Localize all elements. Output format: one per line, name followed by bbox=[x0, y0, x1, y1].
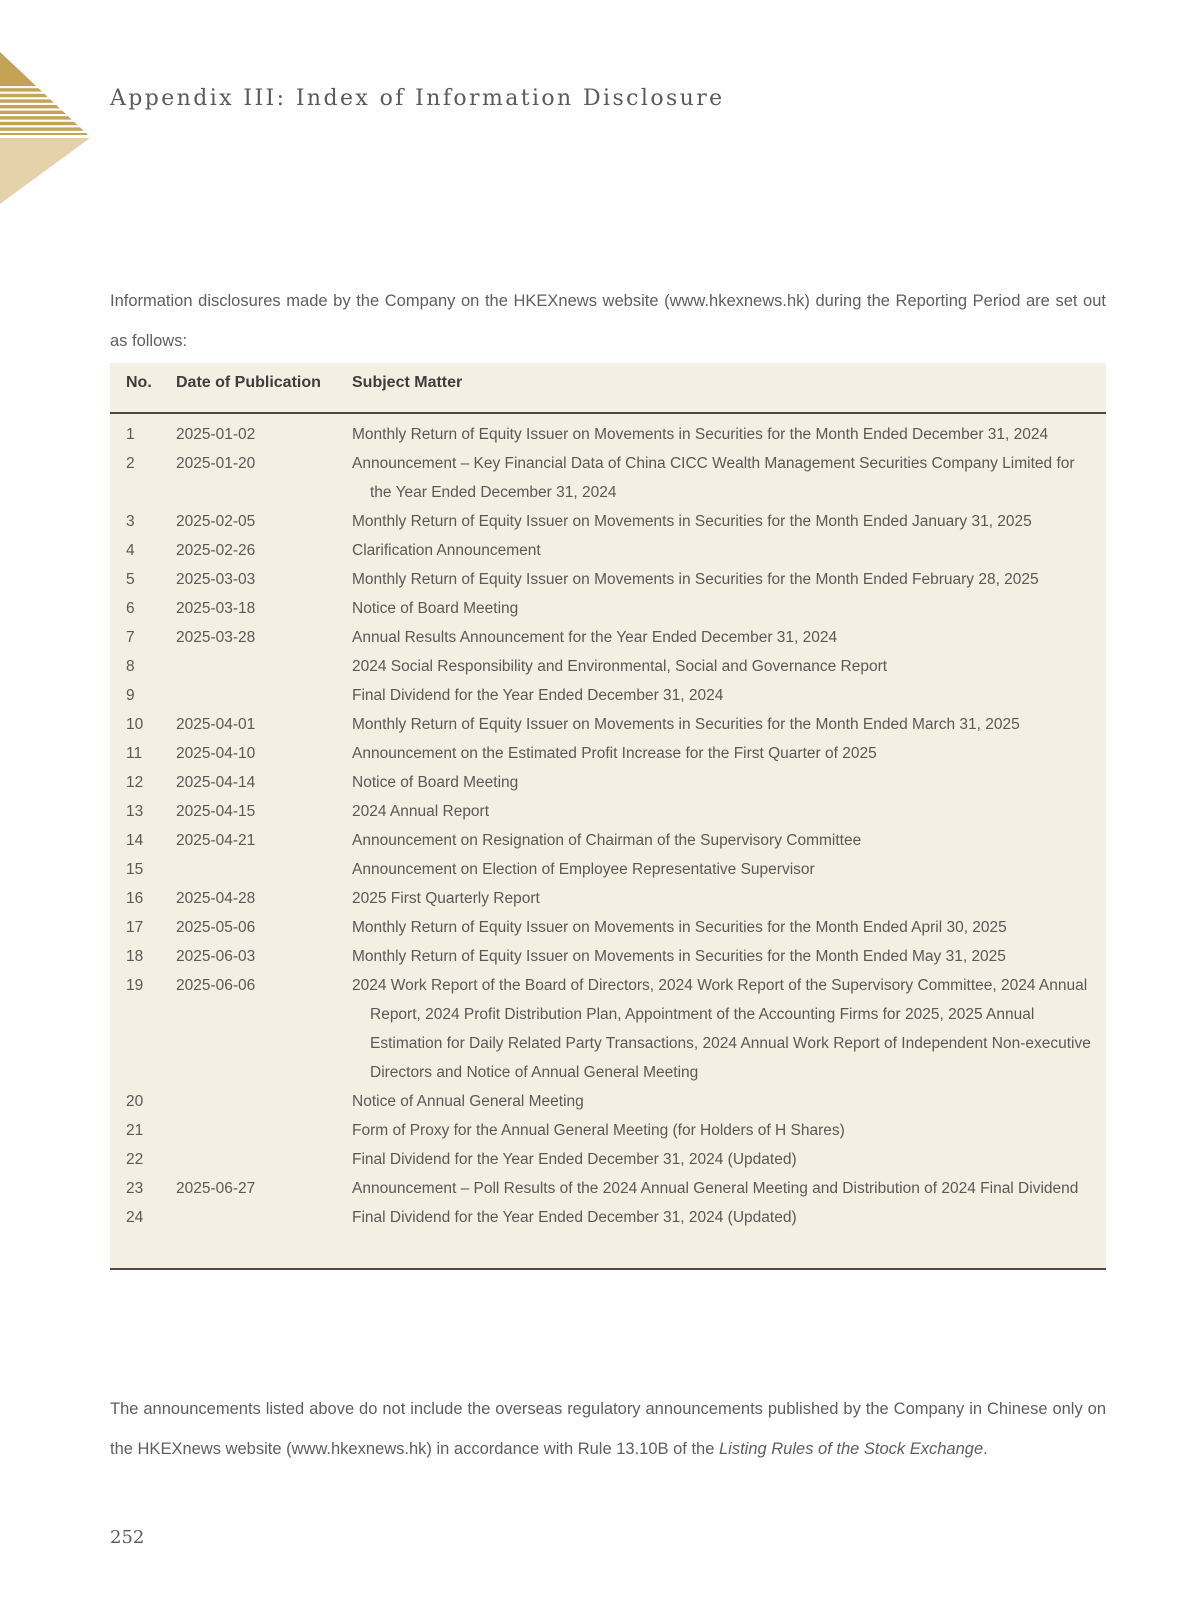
row-date: 2025-02-26 bbox=[176, 542, 256, 559]
table-row bbox=[126, 652, 1096, 681]
row-subject: Notice of Board Meeting bbox=[352, 600, 519, 617]
row-no: 2 bbox=[126, 455, 135, 472]
row-no: 16 bbox=[126, 890, 144, 907]
table-row bbox=[126, 768, 1096, 797]
table-row bbox=[126, 942, 1096, 971]
row-no: 13 bbox=[126, 803, 144, 820]
row-subject: Monthly Return of Equity Issuer on Movements in Securities for the Month Ended May 31, 2025 bbox=[352, 948, 1006, 965]
table-header-row bbox=[110, 363, 1106, 414]
footnote-italic-title: Listing Rules of the Stock Exchange bbox=[718, 1439, 984, 1458]
row-subject: Form of Proxy for the Annual General Meeting (for Holders of H Shares) bbox=[352, 1122, 845, 1139]
row-date: 2025-06-27 bbox=[176, 1180, 256, 1197]
intro-paragraph: Information disclosures made by the Company on the HKEXnews website (www.hkexnews.hk) during the Reporting Period are set out as follows: bbox=[110, 291, 1106, 350]
table-row bbox=[126, 826, 1096, 855]
row-date bbox=[176, 1203, 352, 1232]
table-row bbox=[126, 710, 1096, 739]
row-date: 2025-04-01 bbox=[176, 716, 256, 733]
row-subject: Final Dividend for the Year Ended December 31, 2024 (Updated) bbox=[352, 1151, 797, 1168]
row-subject: Announcement on Resignation of Chairman of the Supervisory Committee bbox=[352, 832, 862, 849]
row-no: 6 bbox=[126, 600, 135, 617]
row-subject: Notice of Board Meeting bbox=[352, 774, 519, 791]
row-no: 22 bbox=[126, 1151, 144, 1168]
table-row bbox=[126, 507, 1096, 536]
row-date bbox=[176, 1116, 352, 1145]
footnote-period: . bbox=[983, 1439, 988, 1458]
row-date: 2025-04-28 bbox=[176, 890, 256, 907]
row-no: 1 bbox=[126, 426, 135, 443]
row-no: 17 bbox=[126, 919, 144, 936]
footnote-text: The announcements listed above do not include the overseas regulatory announcements published by the Company in Chinese only on the HKEXnews website (www.hkexnews.hk) in accordance with Rule 13.10B of the bbox=[110, 1399, 1106, 1458]
row-no: 3 bbox=[126, 513, 135, 530]
row-date: 2025-04-15 bbox=[176, 803, 256, 820]
table-row bbox=[126, 913, 1096, 942]
table-body bbox=[110, 414, 1106, 1268]
table-row bbox=[126, 797, 1096, 826]
table-row bbox=[126, 449, 1096, 507]
table-row bbox=[126, 1174, 1096, 1203]
row-no: 11 bbox=[126, 745, 143, 762]
row-subject: Monthly Return of Equity Issuer on Movements in Securities for the Month Ended February 28, 2025 bbox=[352, 571, 1039, 588]
triangle-arrow-icon bbox=[0, 52, 96, 204]
row-subject: Monthly Return of Equity Issuer on Movements in Securities for the Month Ended April 30, 2025 bbox=[352, 919, 1007, 936]
table-row bbox=[126, 739, 1096, 768]
row-subject: Final Dividend for the Year Ended December 31, 2024 (Updated) bbox=[352, 1209, 797, 1226]
footnote-paragraph bbox=[110, 1389, 1106, 1469]
row-subject: Monthly Return of Equity Issuer on Movements in Securities for the Month Ended March 31, 2025 bbox=[352, 716, 1020, 733]
row-no: 15 bbox=[126, 861, 144, 878]
table-row bbox=[126, 1145, 1096, 1174]
table-row bbox=[126, 681, 1096, 710]
row-no: 4 bbox=[126, 542, 135, 559]
row-subject: Announcement – Key Financial Data of China CICC Wealth Management Securities Company Limited for the Year Ended December 31, 2024 bbox=[352, 455, 1075, 501]
row-no: 24 bbox=[126, 1209, 144, 1226]
table-row bbox=[126, 884, 1096, 913]
row-subject: Clarification Announcement bbox=[352, 542, 541, 559]
gold-triangle-decoration bbox=[0, 52, 96, 204]
table-row bbox=[126, 1203, 1096, 1232]
table-row bbox=[126, 623, 1096, 652]
row-subject: 2024 Work Report of the Board of Directors, 2024 Work Report of the Supervisory Committee, 2024 Annual Report, 2024 Profit Distribution Plan, Appointment of the Accounting Firms for 2025, 2025 Annual Estimation for Daily Related Party Transactions, 2024 Annual Work Report of Independent Non-executive Directors and Notice of Annual General Meeting bbox=[352, 977, 1091, 1081]
column-header-no: No. bbox=[126, 374, 152, 391]
row-date: 2025-06-06 bbox=[176, 977, 256, 994]
row-subject: Announcement – Poll Results of the 2024 Annual General Meeting and Distribution of 2024 Final Dividend bbox=[352, 1180, 1079, 1197]
table-row bbox=[126, 1087, 1096, 1116]
row-date: 2025-01-20 bbox=[176, 455, 256, 472]
row-date: 2025-04-14 bbox=[176, 774, 256, 791]
row-subject: 2025 First Quarterly Report bbox=[352, 890, 540, 907]
table-row bbox=[126, 420, 1096, 449]
row-date: 2025-02-05 bbox=[176, 513, 256, 530]
row-date: 2025-06-03 bbox=[176, 948, 256, 965]
row-no: 21 bbox=[126, 1122, 144, 1139]
row-no: 8 bbox=[126, 658, 135, 675]
row-no: 20 bbox=[126, 1093, 144, 1110]
row-subject: Announcement on the Estimated Profit Increase for the First Quarter of 2025 bbox=[352, 745, 877, 762]
row-date: 2025-03-28 bbox=[176, 629, 256, 646]
page-number: 252 bbox=[110, 1527, 145, 1548]
row-date: 2025-03-03 bbox=[176, 571, 256, 588]
table-row bbox=[126, 1116, 1096, 1145]
column-header-subject: Subject Matter bbox=[352, 374, 463, 391]
row-date bbox=[176, 652, 352, 681]
row-subject: Announcement on Election of Employee Representative Supervisor bbox=[352, 861, 815, 878]
row-no: 9 bbox=[126, 687, 135, 704]
table-row bbox=[126, 971, 1096, 1087]
table-row bbox=[126, 855, 1096, 884]
row-subject: Annual Results Announcement for the Year Ended December 31, 2024 bbox=[352, 629, 838, 646]
row-subject: 2024 Annual Report bbox=[352, 803, 490, 820]
row-subject: Monthly Return of Equity Issuer on Movements in Securities for the Month Ended January 31, 2025 bbox=[352, 513, 1032, 530]
row-no: 19 bbox=[126, 977, 144, 994]
row-date bbox=[176, 855, 352, 884]
row-date: 2025-04-10 bbox=[176, 745, 256, 762]
row-subject: Final Dividend for the Year Ended December 31, 2024 bbox=[352, 687, 724, 704]
row-no: 5 bbox=[126, 571, 135, 588]
row-subject: Notice of Annual General Meeting bbox=[352, 1093, 584, 1110]
table-row bbox=[126, 594, 1096, 623]
row-date: 2025-05-06 bbox=[176, 919, 256, 936]
row-no: 12 bbox=[126, 774, 144, 791]
row-date bbox=[176, 681, 352, 710]
page-title: Appendix III: Index of Information Disclosure bbox=[110, 86, 725, 111]
row-date: 2025-04-21 bbox=[176, 832, 256, 849]
row-no: 7 bbox=[126, 629, 135, 646]
row-no: 14 bbox=[126, 832, 144, 849]
row-date bbox=[176, 1087, 352, 1116]
row-no: 18 bbox=[126, 948, 144, 965]
disclosure-index-table bbox=[110, 363, 1106, 1270]
column-header-date: Date of Publication bbox=[176, 374, 321, 391]
row-subject: 2024 Social Responsibility and Environmental, Social and Governance Report bbox=[352, 658, 888, 675]
row-date: 2025-01-02 bbox=[176, 426, 256, 443]
row-date: 2025-03-18 bbox=[176, 600, 256, 617]
row-no: 10 bbox=[126, 716, 144, 733]
row-date bbox=[176, 1145, 352, 1174]
table-row bbox=[126, 565, 1096, 594]
table-row bbox=[126, 536, 1096, 565]
row-no: 23 bbox=[126, 1180, 144, 1197]
row-subject: Monthly Return of Equity Issuer on Movements in Securities for the Month Ended December 31, 2024 bbox=[352, 426, 1049, 443]
